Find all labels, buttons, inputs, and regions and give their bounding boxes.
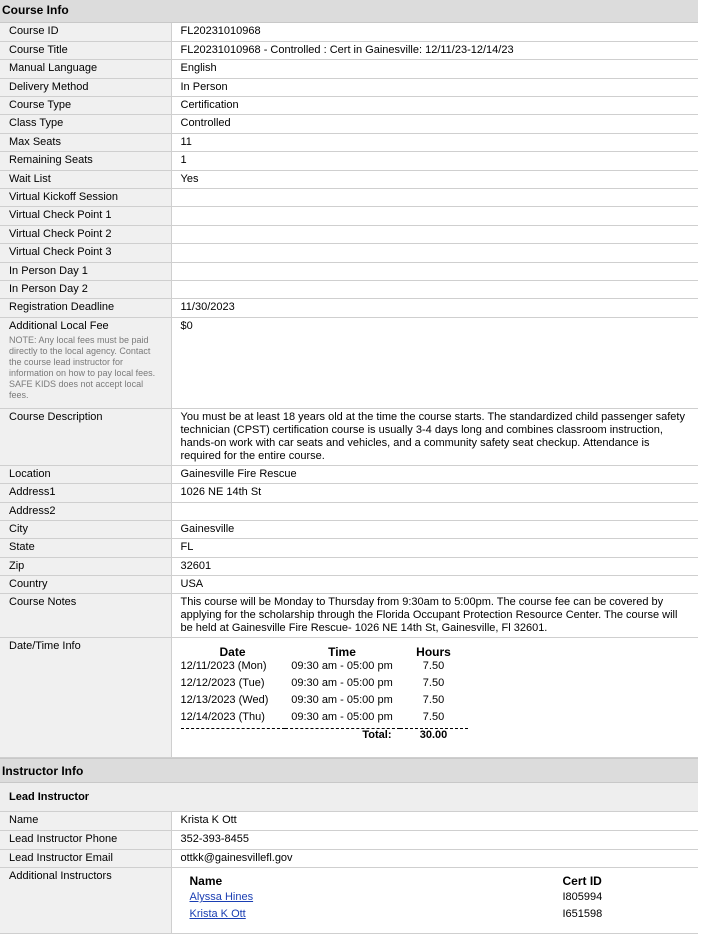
session-hours: 7.50: [422, 694, 445, 707]
course-type-label: Course Type: [0, 97, 171, 115]
description-label: Course Description: [0, 408, 171, 465]
virtual-kickoff-session-label: Virtual Kickoff Session: [0, 189, 171, 207]
virtual-check-point-2-row: [0, 225, 698, 243]
max-seats-label: Max Seats: [0, 133, 171, 151]
session-hours: 7.50: [422, 711, 445, 724]
lead-instructor-subheader: Lead Instructor: [0, 783, 698, 812]
additional-instructors-table: [190, 871, 620, 925]
virtual-check-point-3-label: Virtual Check Point 3: [0, 244, 171, 262]
wait-list-label: Wait List: [0, 170, 171, 188]
session-date: 12/13/2023 (Wed): [180, 694, 269, 707]
session-hours: 7.50: [422, 677, 445, 690]
notes-row: [0, 594, 698, 638]
course-title-value: FL20231010968 - Controlled : Cert in Gainesville: 12/11/23-12/14/23: [171, 41, 698, 59]
class-type-value: Controlled: [171, 115, 698, 133]
location-value: Gainesville Fire Rescue: [171, 465, 698, 483]
total-row: [181, 728, 468, 745]
virtual-check-point-1-row: [0, 207, 698, 225]
additional-instructors-label: Additional Instructors: [0, 868, 171, 934]
course-type-row: [0, 97, 698, 115]
wait-list-row: [0, 170, 698, 188]
lead-instructor-email-value: ottkk@gainesvillefl.gov: [171, 849, 698, 867]
zip-value: 32601: [171, 557, 698, 575]
course-id-value: FL20231010968: [171, 23, 698, 41]
additional-fee-row: [0, 317, 698, 408]
address1-row: [0, 484, 698, 502]
address2-row: [0, 502, 698, 520]
in-person-day-1-value: [171, 262, 698, 280]
zip-label: Zip: [0, 557, 171, 575]
session-row: [181, 660, 468, 677]
manual-language-label: Manual Language: [0, 60, 171, 78]
name-row: [0, 812, 698, 830]
delivery-method-label: Delivery Method: [0, 78, 171, 96]
address2-value: [171, 502, 698, 520]
in-person-day-2-value: [171, 280, 698, 298]
notes-label: Course Notes: [0, 594, 171, 638]
session-hours: 7.50: [422, 660, 445, 673]
state-value: FL: [171, 539, 698, 557]
wait-list-value: Yes: [171, 170, 698, 188]
max-seats-row: [0, 133, 698, 151]
in-person-day-2-row: [0, 280, 698, 298]
notes-value: This course will be Monday to Thursday from 9:30am to 5:00pm. The course fee can be covered by applying for the scholarship through the Florida Occupant Protection Resource Center. The course will be held at Gainesville Fire Rescue- 1026 NE 14th St, Gainesville, Fl 32601.: [171, 594, 698, 638]
instructor-cert-id: I651598: [562, 908, 603, 921]
location-label: Location: [0, 465, 171, 483]
total-hours: 30.00: [400, 728, 468, 745]
registration-deadline-label: Registration Deadline: [0, 299, 171, 317]
remaining-seats-row: [0, 152, 698, 170]
session-time: 09:30 am - 05:00 pm: [291, 677, 393, 690]
instructor-cert-id: I805994: [562, 891, 603, 904]
total-label: Total:: [285, 728, 400, 745]
session-time: 09:30 am - 05:00 pm: [291, 694, 393, 707]
fee-note: NOTE: Any local fees must be paid directly to the local agency. Contact the course lead instructor for information on how to pay local fees. SAFE KIDS does not accept local fees.: [9, 334, 156, 400]
virtual-check-point-2-label: Virtual Check Point 2: [0, 225, 171, 243]
virtual-check-point-2-value: [171, 225, 698, 243]
name-value: Krista K Ott: [171, 812, 698, 830]
registration-deadline-row: [0, 299, 698, 317]
lead-instructor-phone-value: 352-393-8455: [171, 831, 698, 849]
state-row: [0, 539, 698, 557]
state-label: State: [0, 539, 171, 557]
virtual-kickoff-session-row: [0, 189, 698, 207]
zip-row: [0, 557, 698, 575]
datetime-label: Date/Time Info: [0, 638, 171, 758]
city-value: Gainesville: [171, 520, 698, 538]
instructor-name-link[interactable]: Alyssa Hines: [189, 891, 254, 904]
instructor-list-item: [190, 908, 620, 925]
virtual-kickoff-session-value: [171, 189, 698, 207]
instructor-name-link[interactable]: Krista K Ott: [189, 908, 246, 921]
course-info-table: [0, 23, 698, 758]
instructor-info-table: [0, 812, 698, 934]
delivery-method-value: In Person: [171, 78, 698, 96]
country-row: [0, 576, 698, 594]
additional-instructors-row: [0, 868, 698, 934]
virtual-check-point-3-row: [0, 244, 698, 262]
instructor-list-item: [190, 891, 620, 908]
course-title-row: [0, 41, 698, 59]
session-time: 09:30 am - 05:00 pm: [291, 711, 393, 724]
session-row: [181, 711, 468, 728]
session-date: 12/12/2023 (Tue): [180, 677, 265, 690]
registration-deadline-value: 11/30/2023: [171, 299, 698, 317]
in-person-day-1-label: In Person Day 1: [0, 262, 171, 280]
manual-language-value: English: [171, 60, 698, 78]
address1-label: Address1: [0, 484, 171, 502]
instructor-info-header: Instructor Info: [0, 758, 698, 783]
course-id-row: [0, 23, 698, 41]
virtual-check-point-3-value: [171, 244, 698, 262]
hours-col-header: Hours: [416, 644, 451, 659]
max-seats-value: 11: [171, 133, 698, 151]
lead-instructor-phone-row: [0, 831, 698, 849]
lead-instructor-email-row: [0, 849, 698, 867]
city-row: [0, 520, 698, 538]
course-info-header: Course Info: [0, 0, 698, 23]
country-value: USA: [171, 576, 698, 594]
fee-value: $0: [171, 317, 698, 408]
description-row: [0, 408, 698, 465]
course-type-value: Certification: [171, 97, 698, 115]
description-value: You must be at least 18 years old at the time the course starts. The standardized child passenger safety technician (CPST) certification course is usually 3-4 days long and combines classroom instruction, hands-on work with car seats and vehicles, and a community safety seat checkup. Attendance is required for the entire course.: [171, 408, 698, 465]
date-col-header: Date: [219, 644, 246, 659]
manual-language-row: [0, 60, 698, 78]
class-type-label: Class Type: [0, 115, 171, 133]
delivery-method-row: [0, 78, 698, 96]
session-time: 09:30 am - 05:00 pm: [291, 660, 393, 673]
course-id-label: Course ID: [0, 23, 171, 41]
instructor-name-col-header: Name: [189, 873, 223, 888]
fee-label: Additional Local Fee: [9, 319, 109, 332]
session-row: [181, 694, 468, 711]
time-col-header: Time: [328, 644, 356, 659]
lead-instructor-email-label: Lead Instructor Email: [0, 849, 171, 867]
in-person-day-2-label: In Person Day 2: [0, 280, 171, 298]
virtual-check-point-1-value: [171, 207, 698, 225]
country-label: Country: [0, 576, 171, 594]
address2-label: Address2: [0, 502, 171, 520]
class-type-row: [0, 115, 698, 133]
in-person-day-1-row: [0, 262, 698, 280]
location-row: [0, 465, 698, 483]
session-row: [181, 677, 468, 694]
datetime-table: [181, 644, 468, 745]
session-date: 12/11/2023 (Mon): [180, 660, 267, 673]
course-title-label: Course Title: [0, 41, 171, 59]
virtual-check-point-1-label: Virtual Check Point 1: [0, 207, 171, 225]
address1-value: 1026 NE 14th St: [171, 484, 698, 502]
remaining-seats-value: 1: [171, 152, 698, 170]
city-label: City: [0, 520, 171, 538]
name-label: Name: [0, 812, 171, 830]
remaining-seats-label: Remaining Seats: [0, 152, 171, 170]
cert-id-col-header: Cert ID: [562, 873, 602, 888]
session-date: 12/14/2023 (Thu): [180, 711, 265, 724]
datetime-row: [0, 638, 698, 758]
lead-instructor-phone-label: Lead Instructor Phone: [0, 831, 171, 849]
